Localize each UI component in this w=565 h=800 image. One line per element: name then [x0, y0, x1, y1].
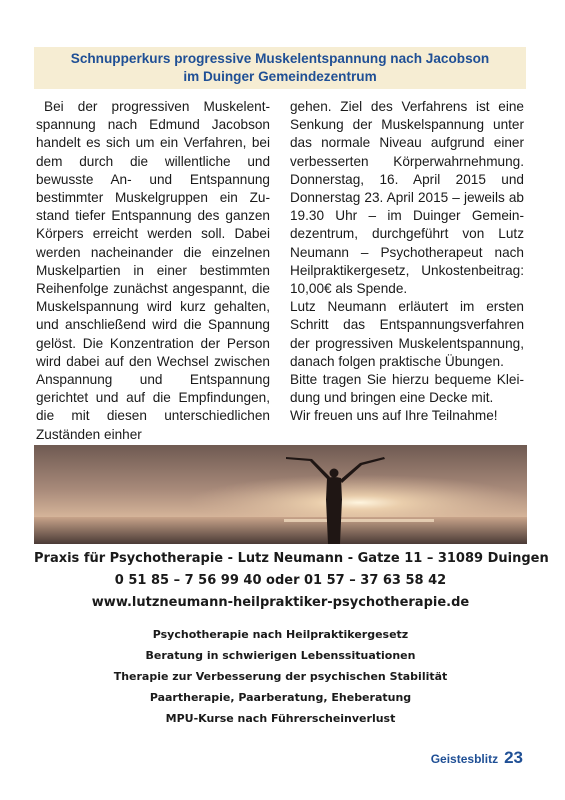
article-column-right — [290, 98, 524, 426]
practice-phone: 0 51 85 – 7 56 99 40 oder 01 57 – 37 63 58 42 — [114, 573, 447, 588]
practice-advertisement — [34, 548, 549, 729]
practice-website: www.lutzneumann-heilpraktiker-psychotherapie.de — [91, 595, 470, 610]
service-item: Beratung in schwierigen Lebenssituationen — [145, 649, 416, 662]
page-footer — [431, 748, 523, 768]
service-item: Therapie zur Verbesserung der psychischen Stabilität — [113, 670, 448, 683]
article-column-left — [36, 98, 270, 444]
article-paragraph: Wir freuen uns auf Ihre Teilnahme! — [290, 408, 498, 424]
article-title-box — [34, 47, 526, 89]
article-paragraph: Bitte tragen Sie hierzu bequeme Kleidung und bringen eine Decke mit. — [290, 372, 524, 406]
sunset-silhouette-image — [34, 445, 527, 544]
magazine-name: Geistesblitz — [430, 752, 499, 766]
service-item: Psychotherapie nach Heilpraktikergesetz — [152, 628, 409, 641]
article-paragraph: gehen. Ziel des Verfahrens ist eine Senkung der Muskelspannung unter das normale Niveau aufgrund einer verbesserten Körperwahrnehmung. Donnerstag, 16. April 2015 und Donnerstag 23. April 2015 – jeweils ab 19.30 Uhr – im Duinger Gemeindezentrum, durchgeführt von Lutz Neumann – Psychotherapeut nach Heilpraktikergesetz, Unkostenbeitrag: 10,00€ als Spende. — [290, 99, 524, 297]
article-paragraph: Bei der progressiven Muskelentspannung nach Edmund Jacobson handelt es sich um ein Verfahren, bei dem durch die willentliche und bewusste An- und Entspannung bestimmter Muskelgruppen ein Zustand tiefer Entspannung des ganzen Körpers erreicht werden soll. Dabei werden nacheinander die einzelnen Muskelpartien in einer bestimmten Reihenfolge zunächst angespannt, die Muskelspannung wird kurz gehalten, und anschließend wird die Spannung gelöst. Die Konzentration der Person wird dabei auf den Wechsel zwischen Anspannung und Entspannung gerichtet und auf die Empfindungen, die mit diesen unterschiedlichen Zuständen einher — [36, 99, 270, 442]
page-number: 23 — [504, 748, 523, 767]
service-item: Paartherapie, Paarberatung, Eheberatung — [149, 691, 412, 704]
sunset-photo — [34, 445, 527, 544]
practice-contact: Praxis für Psychotherapie - Lutz Neumann - Gatze 11 – 31089 Duingen — [34, 551, 549, 566]
article-title-line-1: Schnupperkurs progressive Muskelentspannung nach Jacobson — [70, 51, 490, 66]
article-title-line-2: im Duinger Gemeindezentrum — [183, 69, 377, 84]
service-item: MPU-Kurse nach Führerscheinverlust — [165, 712, 396, 725]
article-paragraph: Lutz Neumann erläutert im ersten Schritt das Entspannungsverfahren der progressiven Muskelentspannung, danach folgen praktische Übungen. — [290, 299, 524, 369]
